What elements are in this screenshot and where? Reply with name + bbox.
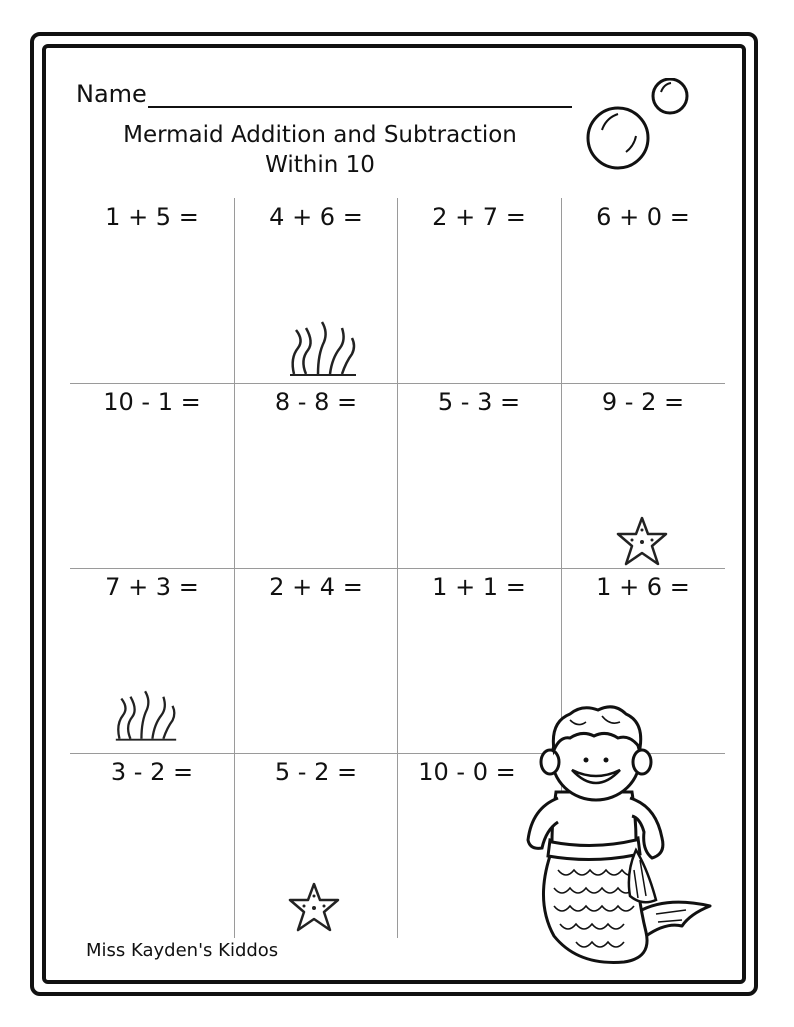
name-label: Name [76, 80, 147, 108]
problem-4: 6 + 0 = [596, 203, 690, 231]
seaweed-icon [288, 318, 358, 378]
starfish-icon [286, 882, 342, 934]
problem-7: 5 - 3 = [437, 388, 521, 416]
problem-12: 1 + 6 = [596, 573, 690, 601]
problem-2: 4 + 6 = [269, 203, 363, 231]
problem-15: 10 - 0 = [418, 758, 516, 786]
starfish-icon [614, 516, 670, 568]
problem-11: 1 + 1 = [432, 573, 526, 601]
problem-5: 10 - 1 = [103, 388, 201, 416]
problem-10: 2 + 4 = [269, 573, 363, 601]
problem-6: 8 - 8 = [274, 388, 358, 416]
problem-14: 5 - 2 = [274, 758, 358, 786]
grid-divider [70, 568, 725, 569]
seaweed-icon [114, 686, 178, 744]
problem-13: 3 - 2 = [110, 758, 194, 786]
name-row [76, 78, 576, 110]
problem-8: 9 - 2 = [601, 388, 685, 416]
problem-9: 7 + 3 = [105, 573, 199, 601]
name-input-line[interactable] [148, 106, 572, 108]
problem-3: 2 + 7 = [432, 203, 526, 231]
mermaid-icon [506, 700, 721, 980]
title-line-2: Within 10 [265, 152, 375, 178]
problem-1: 1 + 5 = [105, 203, 199, 231]
worksheet-title [90, 120, 550, 180]
grid-divider [70, 383, 725, 384]
bubbles-icon [580, 78, 700, 178]
footer-credit: Miss Kayden's Kiddos [86, 940, 279, 961]
title-line-1: Mermaid Addition and Subtraction [123, 122, 517, 148]
